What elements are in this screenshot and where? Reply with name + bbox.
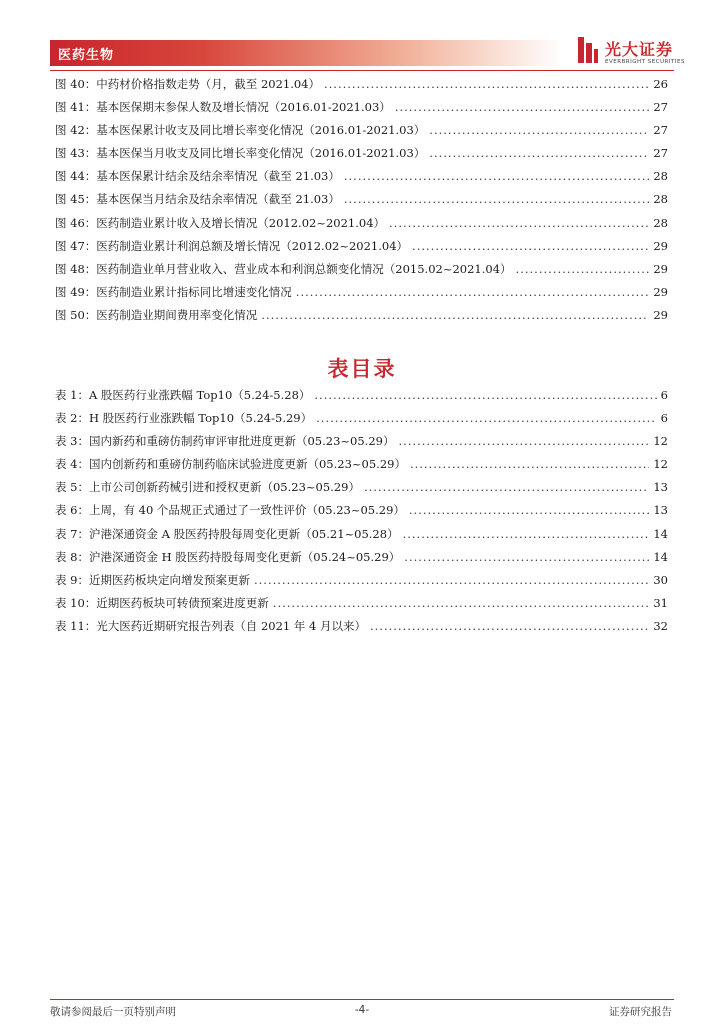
footer-disclaimer: 敬请参阅最后一页特别声明: [50, 1006, 176, 1018]
table-entry-label[interactable]: 表 9：近期医药板块定向增发预案更新: [55, 572, 250, 587]
table-list: [55, 387, 668, 641]
dot-leader: [344, 192, 649, 206]
table-entry-label[interactable]: 表 8：沪港深通资金 H 股医药持股每周变化更新（05.24~05.29）: [55, 549, 401, 564]
figure-entry[interactable]: [55, 168, 668, 191]
table-entry-label[interactable]: 表 4：国内创新药和重磅仿制药临床试验进度更新（05.23~05.29）: [55, 457, 406, 472]
figure-entry-label[interactable]: 图 46：医药制造业累计收入及增长情况（2012.02~2021.04）: [55, 215, 386, 230]
figure-entry-page[interactable]: 27: [653, 146, 668, 161]
logo-mark-icon: [578, 37, 598, 63]
figure-entry-label[interactable]: 图 43：基本医保当月收支及同比增长率变化情况（2016.01-2021.03）: [55, 146, 426, 161]
figure-entry-page[interactable]: 27: [653, 123, 668, 138]
header-divider: [50, 70, 674, 71]
figure-entry-label[interactable]: 图 42：基本医保累计收支及同比增长率变化情况（2016.01-2021.03）: [55, 123, 426, 138]
table-entry-page[interactable]: 6: [660, 388, 668, 402]
figure-entry-page[interactable]: 29: [653, 284, 668, 299]
tables-section-title: 表目录: [327, 357, 397, 381]
figure-entry-page[interactable]: 27: [653, 100, 668, 115]
company-logo: [578, 37, 685, 71]
table-entry-label[interactable]: 表 5：上市公司创新药械引进和授权更新（05.23~05.29）: [55, 480, 360, 495]
table-entry-label[interactable]: 表 1：A 股医药行业涨跌幅 Top10（5.24-5.28）: [55, 388, 311, 402]
table-entry[interactable]: [55, 572, 668, 595]
logo-name: 光大证券: [605, 40, 674, 59]
table-entry[interactable]: [55, 549, 668, 572]
table-entry-label[interactable]: 表 10：近期医药板块可转债预案进度更新: [55, 595, 269, 610]
table-entry[interactable]: [55, 410, 668, 433]
report-type: 证券研究报告: [609, 1006, 672, 1018]
dot-leader: [429, 123, 649, 137]
table-entry-label[interactable]: 表 6：上周，有 40 个品规正式通过了一致性评价（05.23~05.29）: [55, 503, 405, 518]
table-entry[interactable]: [55, 479, 668, 502]
dot-leader: [409, 503, 649, 517]
dot-leader: [412, 239, 649, 253]
table-entry[interactable]: [55, 595, 668, 618]
figure-entry-label[interactable]: 图 50：医药制造业期间费用率变化情况: [55, 307, 258, 322]
figure-entry[interactable]: [55, 215, 668, 238]
table-entry-label[interactable]: 表 3：国内新药和重磅仿制药审评审批进度更新（05.23~05.29）: [55, 434, 395, 449]
dot-leader: [364, 480, 649, 494]
dot-leader: [296, 285, 650, 299]
dot-leader: [273, 596, 650, 610]
figure-entry-label[interactable]: 图 40：中药材价格指数走势（月，截至 2021.04）: [55, 77, 320, 91]
table-entry[interactable]: [55, 456, 668, 479]
table-entry-label[interactable]: 表 2：H 股医药行业涨跌幅 Top10（5.24-5.29）: [55, 411, 313, 426]
table-entry-page[interactable]: 13: [653, 480, 668, 495]
dot-leader: [410, 457, 649, 471]
figure-entry-page[interactable]: 28: [653, 169, 668, 184]
table-entry-page[interactable]: 14: [653, 549, 668, 564]
dot-leader: [389, 216, 649, 230]
table-entry-label[interactable]: 表 11：光大医药近期研究报告列表（自 2021 年 4 月以来）: [55, 618, 366, 633]
dot-leader: [398, 434, 649, 448]
dot-leader: [403, 527, 650, 541]
figure-entry-page[interactable]: 26: [653, 77, 668, 91]
table-entry-page[interactable]: 30: [653, 572, 668, 587]
dot-leader: [370, 619, 649, 633]
figure-entry[interactable]: [55, 238, 668, 261]
table-entry[interactable]: [55, 618, 668, 641]
dot-leader: [404, 550, 649, 564]
table-entry-page[interactable]: 14: [653, 526, 668, 541]
table-entry-page[interactable]: 12: [653, 457, 668, 472]
dot-leader: [429, 146, 649, 160]
page-number: -4-: [354, 1004, 370, 1016]
figure-list: [55, 76, 668, 330]
table-entry-page[interactable]: 12: [653, 434, 668, 449]
figure-entry-label[interactable]: 图 48：医药制造业单月营业收入、营业成本和利润总额变化情况（2015.02~2021.04）: [55, 261, 512, 276]
dot-leader: [324, 77, 649, 91]
table-entry-page[interactable]: 13: [653, 503, 668, 518]
figure-entry[interactable]: [55, 145, 668, 168]
figure-entry-label[interactable]: 图 41：基本医保期末参保人数及增长情况（2016.01-2021.03）: [55, 100, 391, 115]
dot-leader: [344, 169, 649, 183]
table-entry[interactable]: [55, 433, 668, 456]
figure-entry-label[interactable]: 图 49：医药制造业累计指标同比增速变化情况: [55, 284, 292, 299]
dot-leader: [316, 411, 657, 425]
dot-leader: [261, 308, 649, 322]
figure-entry[interactable]: [55, 284, 668, 307]
figure-entry-label[interactable]: 图 47：医药制造业累计利润总额及增长情况（2012.02~2021.04）: [55, 238, 409, 253]
figure-entry-label[interactable]: 图 45：基本医保当月结余及结余率情况（截至 21.03）: [55, 192, 340, 207]
table-entry-page[interactable]: 31: [653, 595, 668, 610]
figure-entry[interactable]: [55, 191, 668, 214]
dot-leader: [395, 100, 650, 114]
table-entry[interactable]: [55, 526, 668, 549]
figure-entry[interactable]: [55, 307, 668, 330]
figure-entry-page[interactable]: 29: [653, 307, 668, 322]
table-entry[interactable]: [55, 502, 668, 525]
logo-subtitle: EVERBRIGHT SECURITIES: [605, 59, 685, 65]
dot-leader: [254, 573, 649, 587]
section-label: 医药生物: [58, 48, 115, 63]
table-entry-page[interactable]: 6: [660, 411, 668, 426]
figure-entry-page[interactable]: 29: [653, 261, 668, 276]
dot-leader: [516, 262, 650, 276]
figure-entry[interactable]: [55, 122, 668, 145]
figure-entry[interactable]: [55, 76, 668, 99]
figure-entry-label[interactable]: 图 44：基本医保累计结余及结余率情况（截至 21.03）: [55, 169, 340, 184]
figure-entry[interactable]: [55, 261, 668, 284]
table-entry-page[interactable]: 32: [653, 618, 668, 633]
table-entry[interactable]: [55, 387, 668, 410]
figure-entry-page[interactable]: 28: [653, 215, 668, 230]
figure-entry-page[interactable]: 28: [653, 192, 668, 207]
dot-leader: [314, 388, 656, 402]
table-entry-label[interactable]: 表 7：沪港深通资金 A 股医药持股每周变化更新（05.21~05.28）: [55, 526, 399, 541]
figure-entry-page[interactable]: 29: [653, 238, 668, 253]
header-band: [50, 40, 562, 66]
figure-entry[interactable]: [55, 99, 668, 122]
footer-divider: [50, 999, 674, 1000]
